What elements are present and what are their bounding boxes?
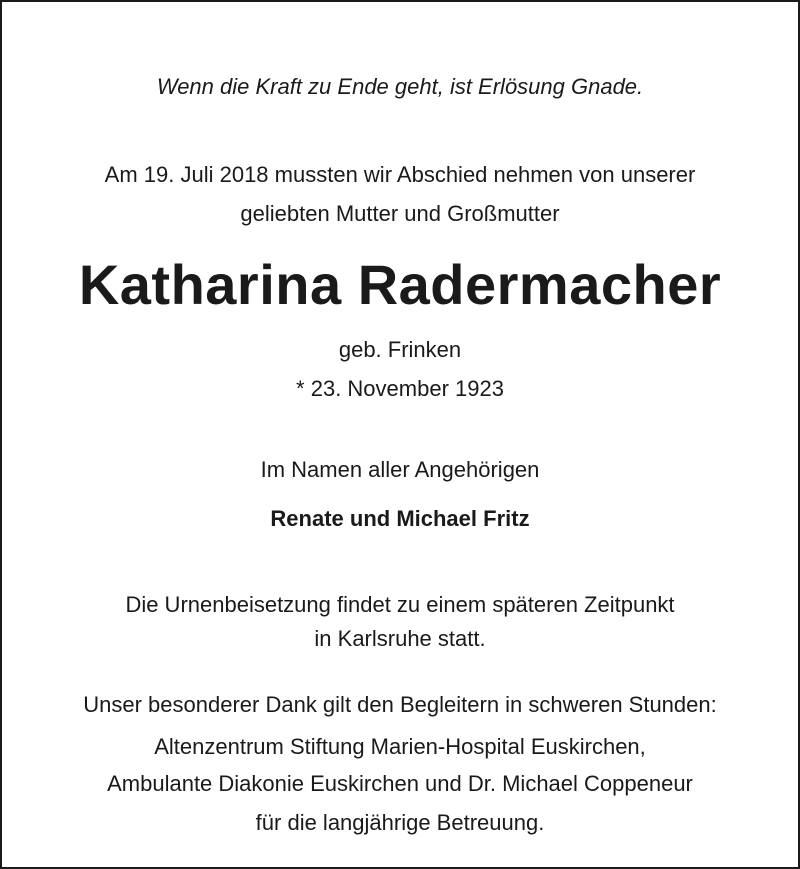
thanks-line-4: für die langjährige Betreuung. — [255, 810, 545, 835]
burial-line-2: in Karlsruhe statt. — [314, 626, 486, 651]
announcement-line-2: geliebten Mutter und Großmutter — [240, 201, 560, 226]
thanks-line-2: Altenzentrum Stiftung Marien-Hospital Euskirchen, — [154, 734, 646, 759]
birth-date: * 23. November 1923 — [296, 376, 504, 401]
thanks-line-1: Unser besonderer Dank gilt den Begleitern in schweren Stunden: — [83, 692, 717, 717]
birth-name: geb. Frinken — [338, 337, 462, 362]
deceased-name: Katharina Radermacher — [78, 253, 722, 316]
family-intro: Im Namen aller Angehörigen — [260, 457, 540, 482]
announcement-line-1: Am 19. Juli 2018 mussten wir Abschied nehmen von unserer — [104, 162, 696, 187]
motto-quote: Wenn die Kraft zu Ende geht, ist Erlösung Gnade. — [156, 74, 644, 99]
thanks-line-3: Ambulante Diakonie Euskirchen und Dr. Michael Coppeneur — [107, 771, 693, 796]
family-signature: Renate und Michael Fritz — [270, 506, 530, 531]
burial-line-1: Die Urnenbeisetzung findet zu einem späteren Zeitpunkt — [125, 592, 675, 617]
